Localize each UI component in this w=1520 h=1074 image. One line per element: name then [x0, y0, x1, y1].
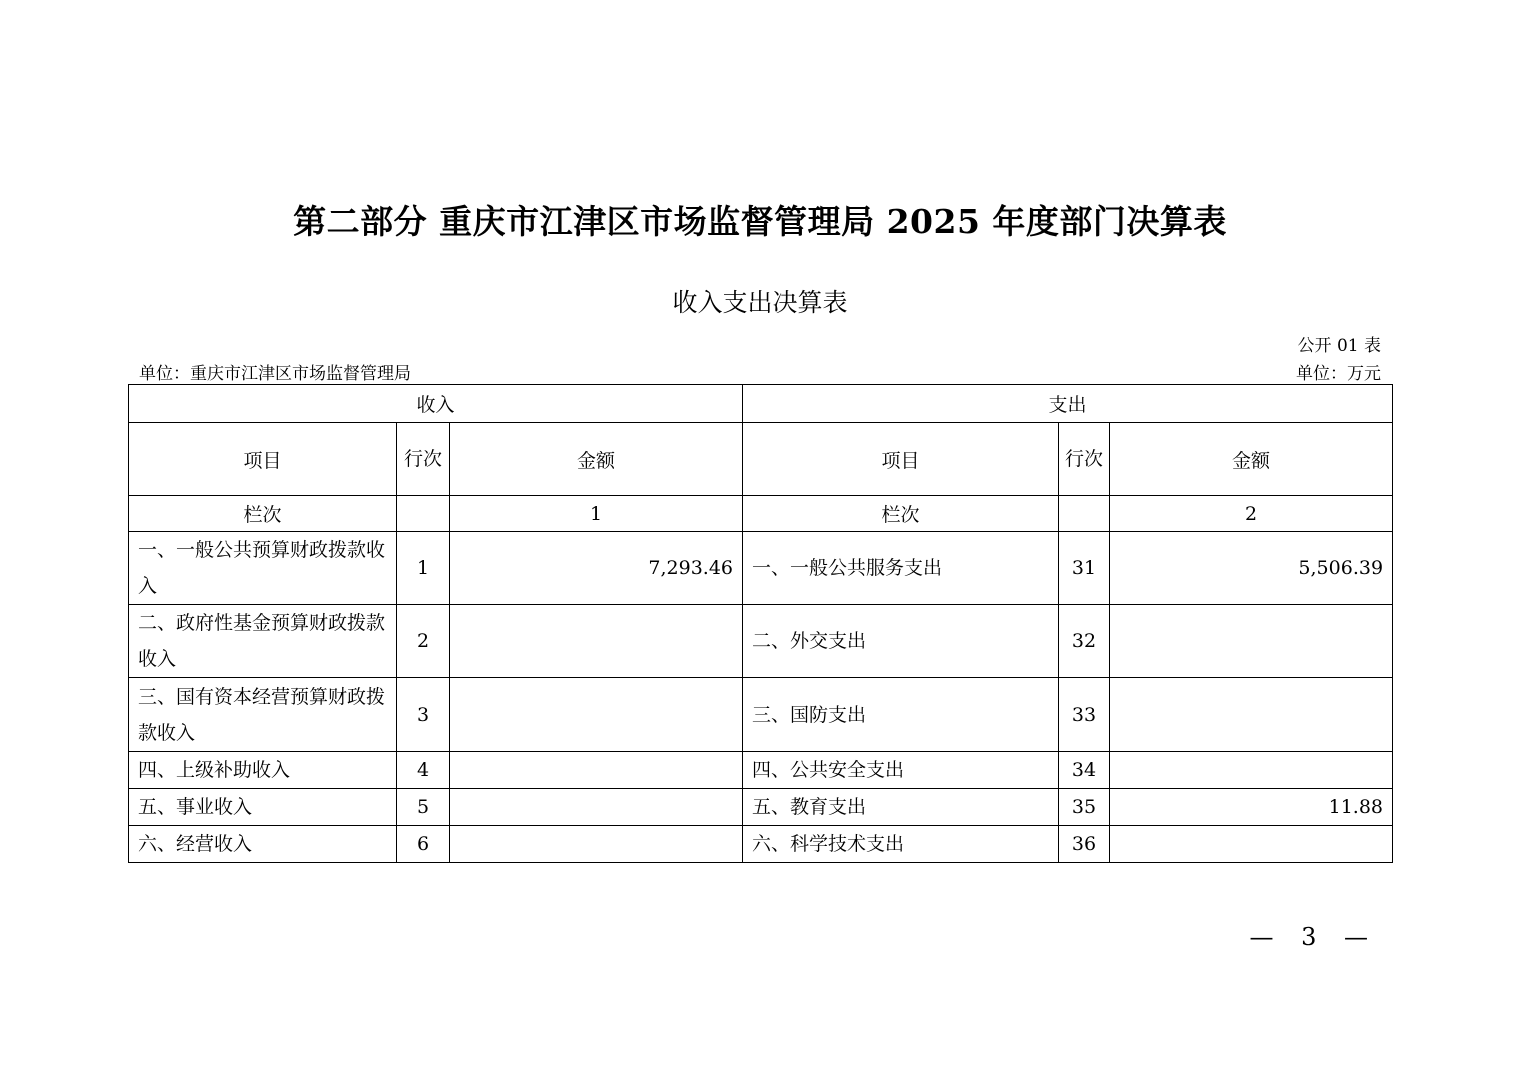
budget-table — [128, 384, 1393, 863]
expense-item: 二、外交支出 — [743, 605, 1059, 678]
page-number: — 3 — — [1249, 923, 1378, 951]
expense-item: 六、科学技术支出 — [743, 826, 1059, 863]
unit-organization: 单位：重庆市江津区市场监督管理局 — [139, 364, 411, 384]
expense-amount — [1110, 826, 1393, 863]
expense-lanci-label: 栏次 — [743, 496, 1059, 532]
income-amount — [450, 678, 743, 752]
expense-lanci-value: 2 — [1110, 496, 1393, 532]
income-row-no: 6 — [397, 826, 450, 863]
expense-lanci-empty — [1059, 496, 1110, 532]
income-lanci-label: 栏次 — [129, 496, 397, 532]
income-amount — [450, 826, 743, 863]
income-item: 五、事业收入 — [129, 789, 397, 826]
table-subtitle: 收入支出决算表 — [672, 288, 848, 317]
expense-row-no: 33 — [1059, 678, 1110, 752]
income-amount — [450, 605, 743, 678]
income-item: 六、经营收入 — [129, 826, 397, 863]
expense-amount — [1110, 752, 1393, 789]
income-item: 一、一般公共预算财政拨款收入 — [129, 532, 397, 605]
expense-item: 五、教育支出 — [743, 789, 1059, 826]
expense-row-no: 36 — [1059, 826, 1110, 863]
expense-col-item: 项目 — [743, 423, 1059, 496]
table-row — [129, 678, 1393, 752]
expense-row-no: 35 — [1059, 789, 1110, 826]
income-header: 收入 — [129, 385, 743, 423]
expense-item: 三、国防支出 — [743, 678, 1059, 752]
income-row-no: 5 — [397, 789, 450, 826]
expense-item: 四、公共安全支出 — [743, 752, 1059, 789]
expense-item: 一、一般公共服务支出 — [743, 532, 1059, 605]
income-row-no: 1 — [397, 532, 450, 605]
income-amount — [450, 789, 743, 826]
income-amount: 7,293.46 — [450, 532, 743, 605]
expense-row-no: 34 — [1059, 752, 1110, 789]
expense-row-no: 31 — [1059, 532, 1110, 605]
table-row — [129, 605, 1393, 678]
expense-amount: 11.88 — [1110, 789, 1393, 826]
income-item: 二、政府性基金预算财政拨款收入 — [129, 605, 397, 678]
expense-row-no: 32 — [1059, 605, 1110, 678]
income-item: 四、上级补助收入 — [129, 752, 397, 789]
income-row-no: 2 — [397, 605, 450, 678]
unit-currency: 单位：万元 — [1296, 364, 1381, 384]
expense-amount — [1110, 678, 1393, 752]
expense-amount: 5,506.39 — [1110, 532, 1393, 605]
expense-header: 支出 — [743, 385, 1393, 423]
income-amount — [450, 752, 743, 789]
income-lanci-value: 1 — [450, 496, 743, 532]
income-item: 三、国有资本经营预算财政拨款收入 — [129, 678, 397, 752]
table-row — [129, 789, 1393, 826]
income-lanci-empty — [397, 496, 450, 532]
income-row-no: 4 — [397, 752, 450, 789]
income-row-no: 3 — [397, 678, 450, 752]
table-row — [129, 532, 1393, 605]
expense-col-amount: 金额 — [1110, 423, 1393, 496]
page-title: 第二部分 重庆市江津区市场监督管理局 2025 年度部门决算表 — [293, 202, 1227, 241]
expense-col-row-no: 行次 — [1059, 423, 1110, 496]
income-col-item: 项目 — [129, 423, 397, 496]
expense-amount — [1110, 605, 1393, 678]
table-row — [129, 752, 1393, 789]
income-col-amount: 金额 — [450, 423, 743, 496]
income-col-row-no: 行次 — [397, 423, 450, 496]
table-row — [129, 826, 1393, 863]
form-number: 公开 01 表 — [1297, 336, 1381, 356]
